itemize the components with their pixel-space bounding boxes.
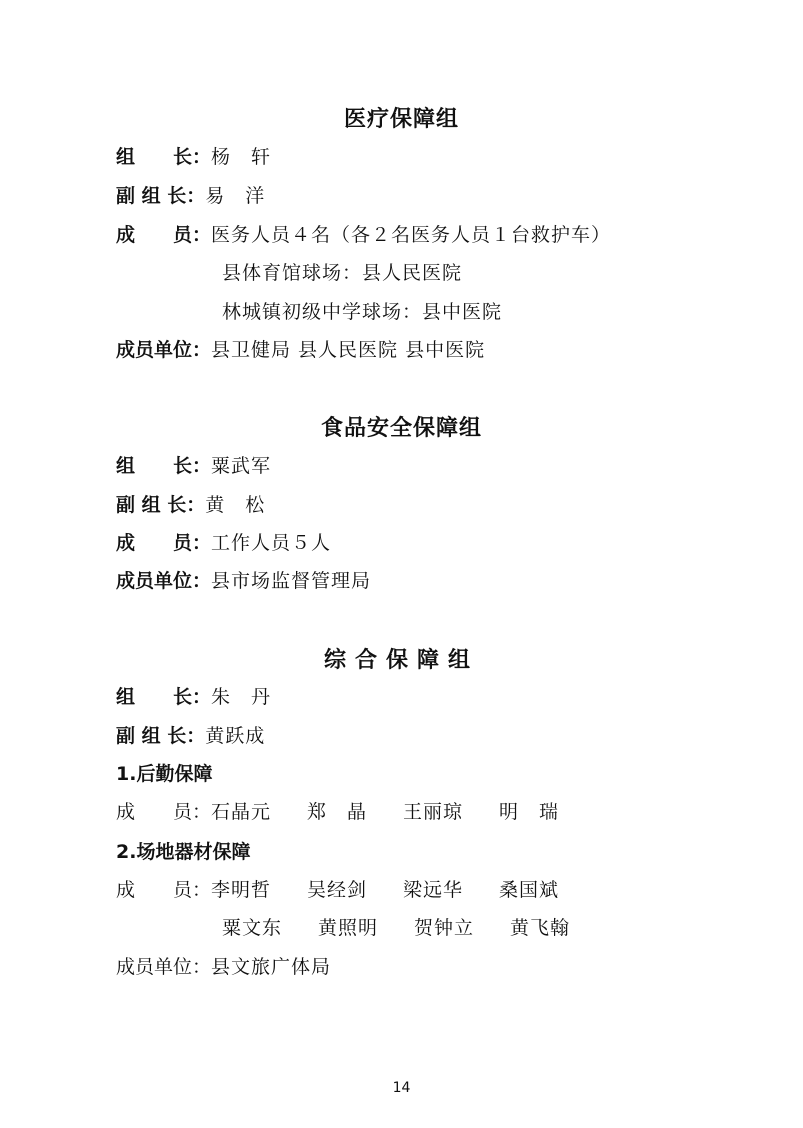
venue-member: 李明哲 [211,879,272,901]
logistics-members-row [116,797,595,827]
medical-section-title: 医疗保障组 [343,107,459,132]
general-deputy-label: 副 组 长： [116,725,206,747]
venue-names-row-1 [211,875,595,905]
food-leader-row [116,451,271,481]
general-units-row [116,952,331,982]
venue-member: 梁远华 [403,879,464,901]
logistics-member: 石晶元 [211,801,272,823]
food-deputy-value: 黄 松 [205,494,266,516]
food-members-label: 成 员： [116,532,212,554]
general-deputy-row [116,721,265,751]
venue-member: 贺钟立 [414,917,475,939]
venue-names-row-2 [222,913,606,943]
general-leader-value: 朱 丹 [211,686,272,708]
logistics-members-label: 成 员： [116,801,212,823]
logistics-heading: 1.后勤保障 [116,763,213,785]
food-deputy-label: 副 组 长： [116,494,206,516]
general-units-value: 县文旅广体局 [211,956,332,978]
logistics-member: 明 瑞 [499,801,560,823]
medical-leader-row [116,142,271,172]
medical-units-row [116,335,485,365]
medical-deputy-value: 易 洋 [205,185,266,207]
medical-venue-1: 县体育馆球场：县人民医院 [222,262,463,284]
food-members-row [116,528,331,558]
medical-members-row [116,220,611,250]
logistics-member: 郑 晶 [307,801,368,823]
general-units-label: 成员单位： [116,956,212,978]
medical-units-value: 县卫健局 县人民医院 县中医院 [211,339,486,361]
venue-member: 桑国斌 [499,879,560,901]
venue-members-row-2 [222,913,606,943]
venue-member: 粟文东 [222,917,283,939]
venue-members-label: 成 员： [116,879,212,901]
general-section-title: 综合保障组 [323,648,479,673]
venue-members-row-1 [116,875,595,905]
food-deputy-row [116,490,265,520]
venue-member: 吴经剑 [307,879,368,901]
food-members-value: 工作人员５人 [211,532,332,554]
venue-heading: 2.场地器材保障 [116,841,251,863]
page-number: 14 [392,1080,411,1096]
general-leader-label: 组 长： [116,686,212,708]
medical-members-label: 成 员： [116,224,212,246]
medical-deputy-label: 副 组 长： [116,185,206,207]
logistics-member: 王丽琼 [403,801,464,823]
food-units-row [116,566,371,596]
food-units-label: 成员单位： [116,570,212,592]
medical-units-label: 成员单位： [116,339,212,361]
venue-member: 黄飞翰 [510,917,571,939]
medical-members-value: 医务人员４名（各２名医务人员１台救护车） [211,224,612,246]
medical-leader-label: 组 长： [116,146,212,168]
logistics-names [211,797,595,827]
general-leader-row [116,682,271,712]
food-leader-value: 粟武军 [211,455,272,477]
food-section-title: 食品安全保障组 [320,416,482,441]
medical-deputy-row [116,181,265,211]
medical-leader-value: 杨 轩 [211,146,272,168]
food-units-value: 县市场监督管理局 [211,570,372,592]
general-deputy-value: 黄跃成 [205,725,266,747]
food-leader-label: 组 长： [116,455,212,477]
venue-member: 黄照明 [318,917,379,939]
medical-venue-2: 林城镇初级中学球场：县中医院 [222,301,503,323]
